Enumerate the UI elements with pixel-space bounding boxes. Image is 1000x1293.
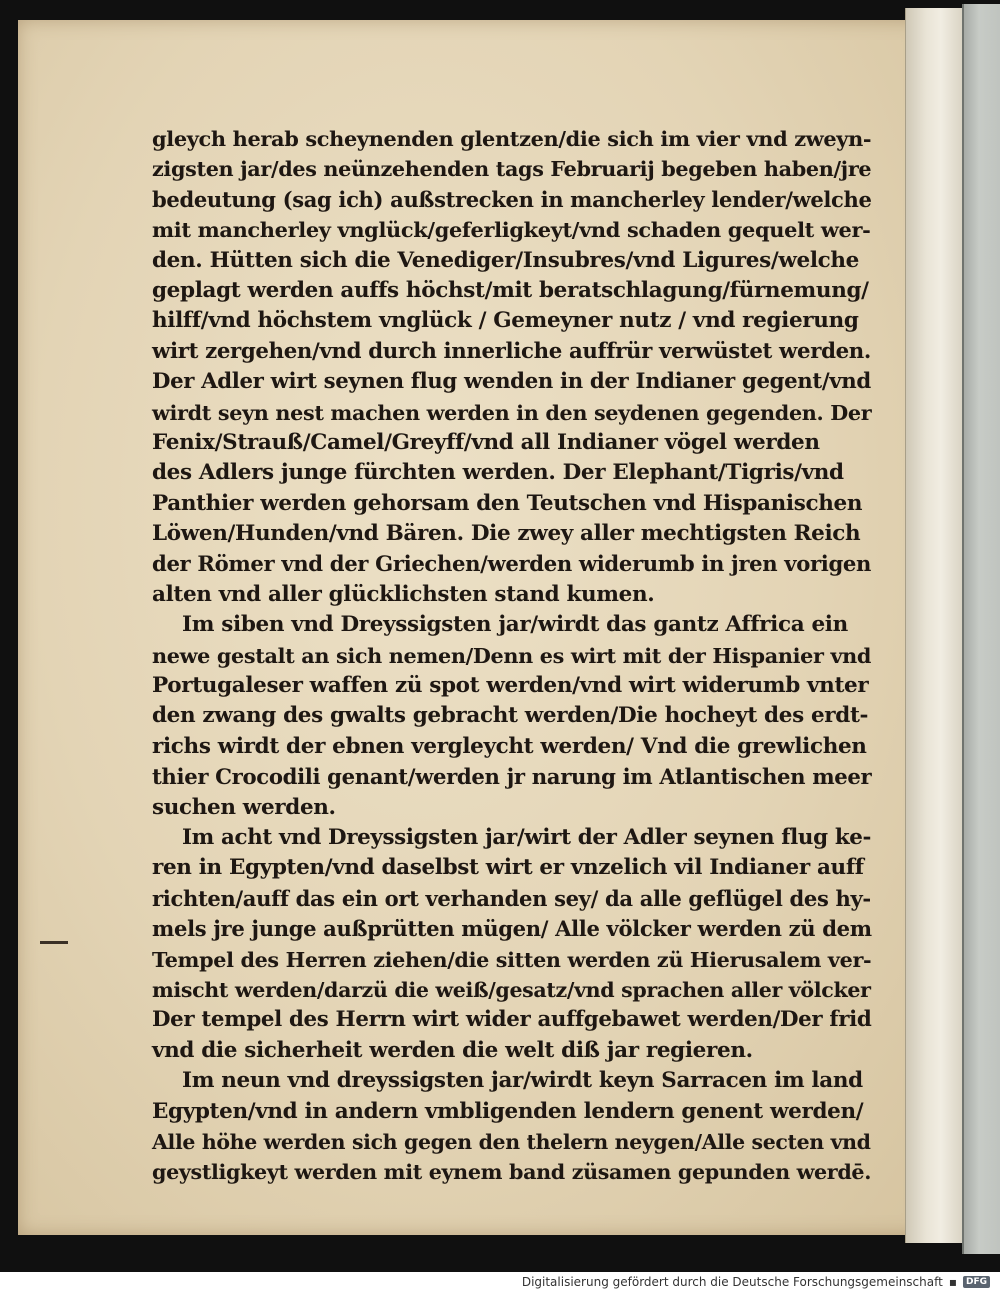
- text-line: Löwen/Hunden/vnd Bären. Die zwey aller mechtigsten Reich: [152, 521, 861, 547]
- book-gutter: [905, 8, 964, 1243]
- text-line: Tempel des Herren ziehen/die sitten werden zü Hierusalem ver-: [152, 947, 872, 972]
- facing-page-edge: [962, 4, 1000, 1254]
- text-block: [152, 124, 872, 1188]
- text-line: den zwang des gwalts gebracht werden/Die hocheyt des erdt-: [152, 703, 869, 729]
- text-line: vnd die sicherheit werden die welt diß jar regieren.: [152, 1037, 753, 1063]
- text-line: wirt zergehen/vnd durch innerliche auffrür verwüstet werden.: [152, 338, 871, 364]
- margin-mark: [40, 941, 68, 944]
- text-line: newe gestalt an sich nemen/Denn es wirt mit der Hispanier vnd: [152, 642, 872, 668]
- text-line: Portugaleser waffen zü spot werden/vnd wirt widerumb vnter: [152, 673, 869, 699]
- text-line: Im neun vnd dreyssigsten jar/wirdt keyn Sarracen im land: [182, 1068, 863, 1094]
- text-line: Panthier werden gehorsam den Teutschen vnd Hispanischen: [152, 490, 863, 516]
- text-line: des Adlers junge fürchten werden. Der Elephant/Tigris/vnd: [152, 460, 844, 486]
- text-line: mels jre junge außprütten mügen/ Alle völcker werden zü dem: [152, 916, 872, 942]
- text-line: mischt werden/darzü die weiß/gesatz/vnd sprachen aller völcker: [152, 977, 871, 1002]
- text-line: Alle höhe werden sich gegen den thelern neygen/Alle secten vnd: [152, 1129, 871, 1154]
- text-line: Der Adler wirt seynen flug wenden in der Indianer gegent/vnd: [152, 369, 871, 395]
- text-line: mit mancherley vnglück/geferligkeyt/vnd schaden gequelt wer-: [152, 217, 871, 243]
- text-line: richten/auff das ein ort verhanden sey/ da alle geflügel des hy-: [152, 885, 871, 911]
- text-line: suchen werden.: [152, 794, 336, 820]
- dfg-logo: DFG: [963, 1276, 990, 1288]
- text-line: geplagt werden auffs höchst/mit beratschlagung/fürnemung/: [152, 277, 869, 303]
- text-line: Fenix/Strauß/Camel/Greyff/vnd all Indianer vögel werden: [152, 429, 820, 455]
- text-line: alten vnd aller glücklichsten stand kumen.: [152, 581, 655, 607]
- footer: [522, 1275, 990, 1289]
- text-line: der Römer vnd der Griechen/werden widerumb in jren vorigen: [152, 551, 872, 577]
- text-line: richs wirdt der ebnen vergleycht werden/ Vnd die grewlichen: [152, 733, 867, 759]
- text-line: zigsten jar/des neünzehenden tags Februarij begeben haben/jre: [152, 157, 872, 182]
- text-line: gleych herab scheynenden glentzen/die sich im vier vnd zweyn-: [152, 126, 872, 151]
- footer-separator: ▪: [948, 1275, 957, 1289]
- text-line: Egypten/vnd in andern vmbligenden lendern genent werden/: [152, 1098, 864, 1124]
- text-line: geystligkeyt werden mit eynem band züsamen gepunden werdē.: [152, 1160, 872, 1185]
- text-line: thier Crocodili genant/werden jr narung im Atlantischen meer: [152, 764, 872, 790]
- footer-credit: Digitalisierung gefördert durch die Deutsche Forschungsgemeinschaft: [521, 1275, 943, 1289]
- text-line: hilff/vnd höchstem vnglück / Gemeyner nutz / vnd regierung: [152, 308, 859, 334]
- text-line: ren in Egypten/vnd daselbst wirt er vnzelich vil Indianer auff: [152, 855, 864, 881]
- text-line: Im acht vnd Dreyssigsten jar/wirt der Adler seynen flug ke-: [182, 824, 872, 850]
- text-line: den. Hütten sich die Venediger/Insubres/vnd Ligures/welche: [152, 247, 859, 273]
- text-line: Der tempel des Herrn wirt wider auffgebawet werden/Der frid: [152, 1007, 872, 1033]
- text-line: Im siben vnd Dreyssigsten jar/wirdt das gantz Affrica ein: [182, 612, 848, 638]
- text-line: wirdt seyn nest machen werden in den seydenen gegenden. Der: [152, 400, 872, 425]
- text-line: bedeutung (sag ich) außstrecken in mancherley lender/welche: [152, 186, 872, 212]
